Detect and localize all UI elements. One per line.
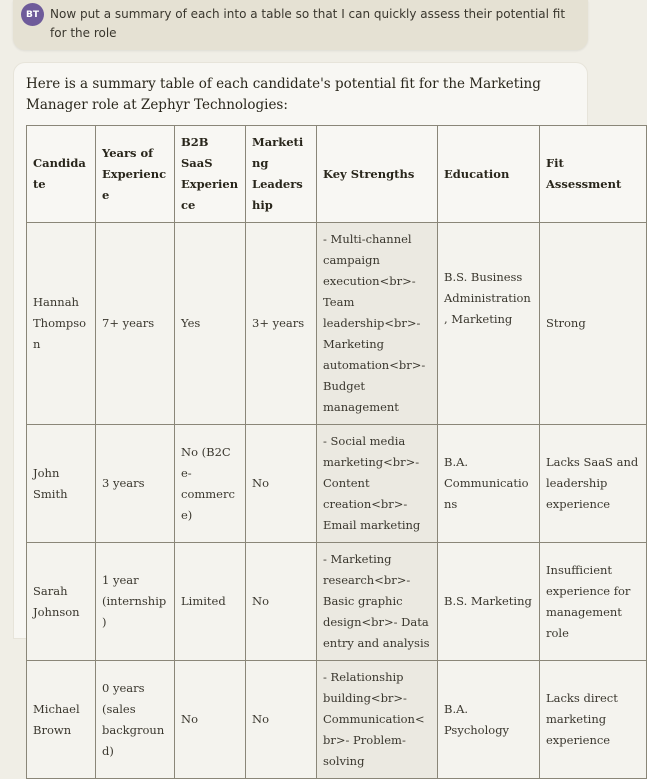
cell-candidate: Michael Brown — [27, 661, 96, 779]
cell-fit: Insufficient experience for management role — [540, 543, 647, 661]
assistant-message — [13, 62, 639, 768]
cell-b2b-saas: Yes — [175, 223, 246, 425]
cell-b2b-saas: Limited — [175, 543, 246, 661]
user-message — [13, 0, 588, 50]
table-row — [27, 661, 647, 779]
cell-education: B.S. Business Administration, Marketing — [438, 223, 540, 425]
header-marketing-leadership: Marketing Leadership — [246, 126, 317, 223]
cell-strengths: - Social media marketing<br>- Content creation<br>- Email marketing — [317, 425, 438, 543]
cell-strengths: - Multi-channel campaign execution<br>- Team leadership<br>- Marketing automation<br>- Budget management — [317, 223, 438, 425]
cell-leadership: No — [246, 425, 317, 543]
summary-table-container[interactable] — [26, 125, 639, 768]
header-fit-assessment: Fit Assessment — [540, 126, 647, 223]
cell-strengths: - Relationship building<br>- Communication<br>- Problem-solving — [317, 661, 438, 779]
assistant-intro-text: Here is a summary table of each candidate's potential fit for the Marketing Manager role at Zephyr Technologies: — [26, 76, 541, 113]
cell-b2b-saas: No — [175, 661, 246, 779]
cell-fit: Strong — [540, 223, 647, 425]
header-b2b-saas: B2B SaaS Experience — [175, 126, 246, 223]
cell-years: 0 years (sales background) — [96, 661, 175, 779]
cell-fit: Lacks direct marketing experience — [540, 661, 647, 779]
user-avatar[interactable]: BT — [21, 3, 44, 26]
cell-fit: Lacks SaaS and leadership experience — [540, 425, 647, 543]
cell-leadership: No — [246, 661, 317, 779]
cell-candidate: Hannah Thompson — [27, 223, 96, 425]
table-header-row — [27, 126, 647, 223]
cell-b2b-saas: No (B2C e-commerce) — [175, 425, 246, 543]
header-education: Education — [438, 126, 540, 223]
cell-years: 3 years — [96, 425, 175, 543]
user-message-text: Now put a summary of each into a table so that I can quickly assess their potential fit for the role — [50, 7, 566, 40]
table-row — [27, 425, 647, 543]
header-candidate: Candidate — [27, 126, 96, 223]
cell-leadership: No — [246, 543, 317, 661]
cell-education: B.A. Psychology — [438, 661, 540, 779]
cell-strengths: - Marketing research<br>- Basic graphic design<br>- Data entry and analysis — [317, 543, 438, 661]
cell-education: B.A. Communications — [438, 425, 540, 543]
cell-candidate: John Smith — [27, 425, 96, 543]
cell-leadership: 3+ years — [246, 223, 317, 425]
candidate-summary-table — [26, 125, 647, 779]
header-years-experience: Years of Experience — [96, 126, 175, 223]
header-key-strengths: Key Strengths — [317, 126, 438, 223]
cell-years: 7+ years — [96, 223, 175, 425]
cell-candidate: Sarah Johnson — [27, 543, 96, 661]
cell-education: B.S. Marketing — [438, 543, 540, 661]
table-row — [27, 223, 647, 425]
cell-years: 1 year (internship) — [96, 543, 175, 661]
table-row — [27, 543, 647, 661]
